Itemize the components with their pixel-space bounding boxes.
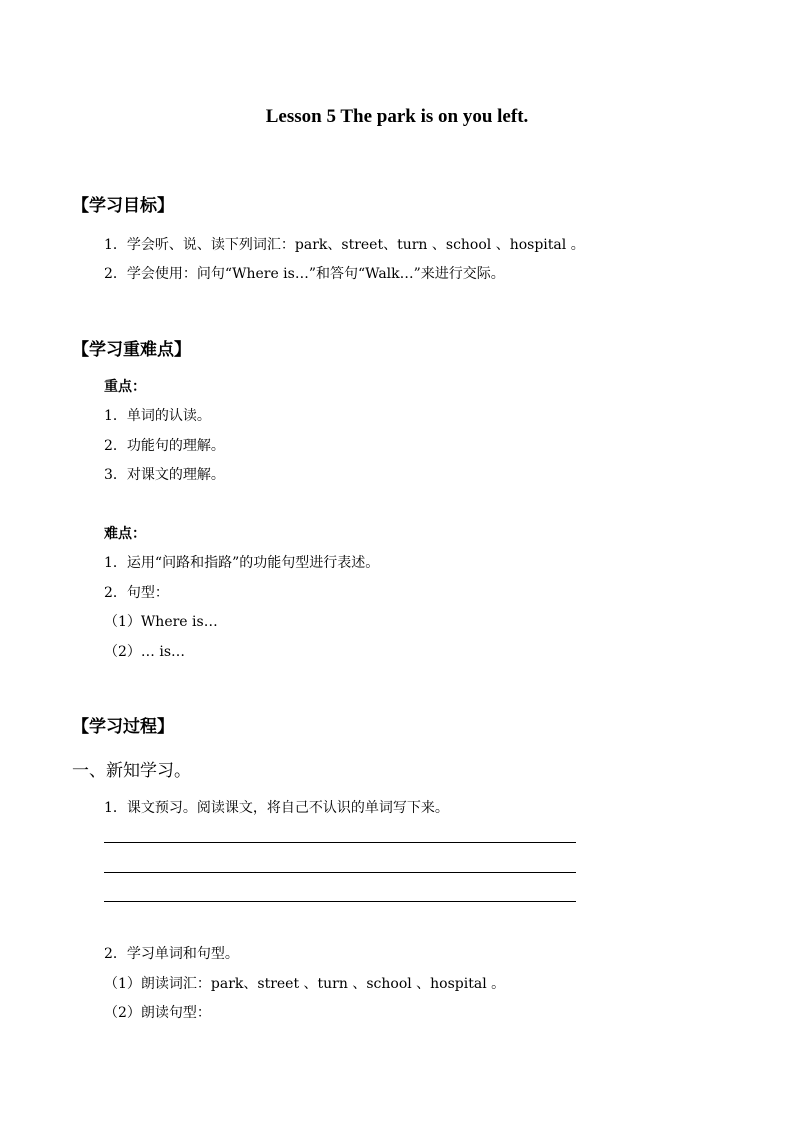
focus-item-2: 2．功能句的理解。 — [104, 438, 225, 454]
difficulty-item-1: 1．运用“问路和指路”的功能句型进行表述。 — [104, 555, 380, 571]
difficulty-item-2: 2．句型： — [104, 585, 169, 601]
focus-item-3: 3．对课文的理解。 — [104, 467, 225, 483]
difficulty-label: 难点： — [104, 526, 146, 542]
part-one-heading: 一、新知学习。 — [72, 761, 191, 781]
key-points-heading: 【学习重难点】 — [72, 340, 191, 360]
step-2-item-1: （1）朗读词汇：park、street 、turn 、school 、hospital 。 — [104, 976, 506, 992]
answer-line-2[interactable] — [104, 872, 576, 873]
step-2-item-2: （2）朗读句型： — [104, 1005, 211, 1021]
difficulty-item-3: （1）Where is… — [104, 614, 218, 630]
step-2: 2．学习单词和句型。 — [104, 946, 239, 962]
focus-item-1: 1．单词的认读。 — [104, 408, 211, 424]
objectives-heading: 【学习目标】 — [72, 196, 174, 216]
page-title: Lesson 5 The park is on you left. — [265, 106, 529, 127]
objective-item-1: 1．学会听、说、读下列词汇：park、street、turn 、school 、hospital 。 — [104, 237, 585, 253]
answer-line-3[interactable] — [104, 901, 576, 902]
process-heading: 【学习过程】 — [72, 717, 174, 737]
answer-line-1[interactable] — [104, 842, 576, 843]
difficulty-item-4: （2）… is… — [104, 644, 186, 660]
step-1: 1．课文预习。阅读课文，将自己不认识的单词写下来。 — [104, 800, 449, 816]
focus-label: 重点： — [104, 379, 146, 395]
objective-item-2: 2．学会使用：问句“Where is…”和答句“Walk…”来进行交际。 — [104, 266, 505, 282]
